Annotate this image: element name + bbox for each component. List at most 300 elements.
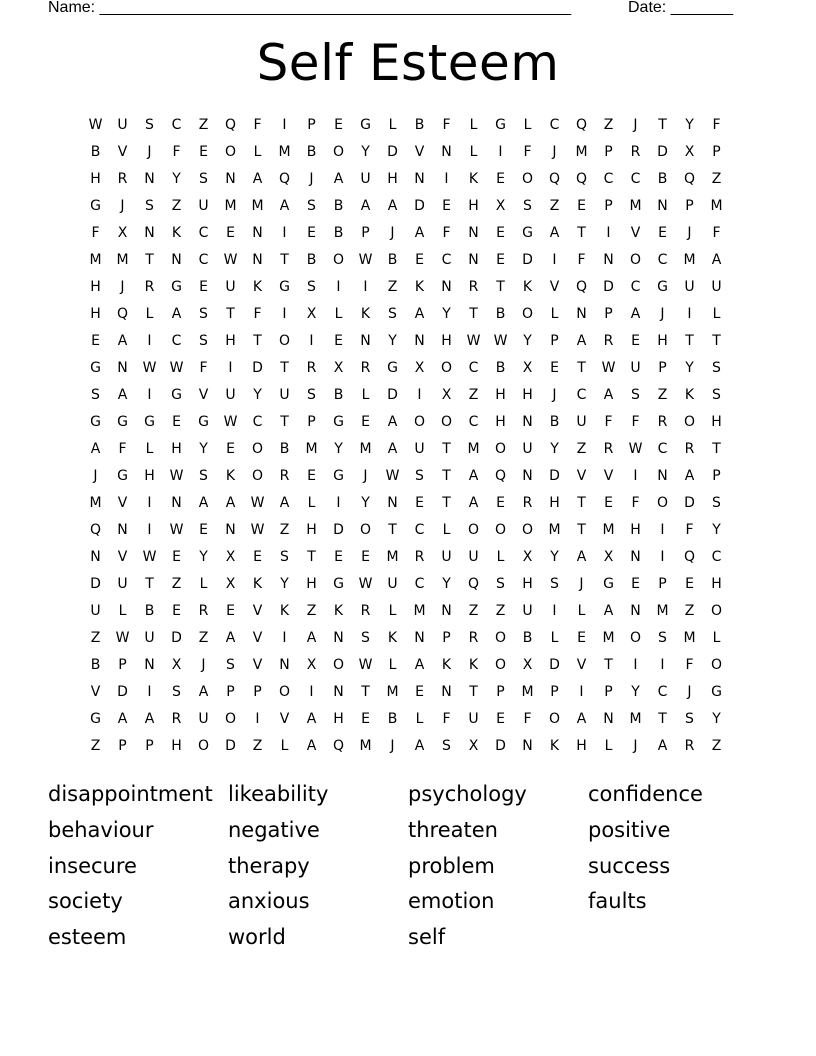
grid-cell[interactable]: P xyxy=(658,359,667,376)
grid-cell[interactable]: N xyxy=(441,143,452,160)
grid-cell[interactable]: M xyxy=(683,629,696,646)
grid-cell[interactable]: C xyxy=(576,386,587,403)
grid-cell[interactable]: W xyxy=(88,116,103,133)
grid-cell[interactable]: R xyxy=(306,359,317,376)
grid-cell[interactable]: I xyxy=(606,224,611,241)
grid-cell[interactable]: U xyxy=(414,440,425,457)
grid-cell[interactable]: P xyxy=(496,683,505,700)
grid-cell[interactable]: Q xyxy=(683,170,696,187)
grid-cell[interactable]: B xyxy=(414,116,425,133)
grid-cell[interactable]: N xyxy=(387,494,398,511)
grid-cell[interactable]: Y xyxy=(550,440,559,457)
grid-cell[interactable]: T xyxy=(280,413,289,430)
grid-cell[interactable]: Y xyxy=(253,386,262,403)
grid-cell[interactable]: T xyxy=(469,305,478,322)
grid-cell[interactable]: J xyxy=(201,656,206,673)
grid-cell[interactable]: H xyxy=(171,737,182,754)
grid-cell[interactable]: B xyxy=(495,359,506,376)
grid-cell[interactable]: T xyxy=(577,521,586,538)
grid-cell[interactable]: R xyxy=(360,359,371,376)
grid-cell[interactable]: A xyxy=(576,548,587,565)
grid-cell[interactable]: Z xyxy=(576,440,587,457)
grid-cell[interactable]: D xyxy=(333,521,344,538)
grid-cell[interactable]: X xyxy=(684,143,695,160)
grid-cell[interactable]: R xyxy=(198,602,209,619)
grid-cell[interactable]: A xyxy=(387,413,398,430)
grid-cell[interactable]: T xyxy=(658,116,667,133)
grid-cell[interactable]: L xyxy=(334,305,343,322)
grid-cell[interactable]: I xyxy=(147,521,152,538)
grid-cell[interactable]: W xyxy=(169,359,184,376)
grid-cell[interactable]: F xyxy=(118,440,127,457)
grid-cell[interactable]: B xyxy=(333,386,344,403)
grid-cell[interactable]: E xyxy=(415,251,424,268)
grid-cell[interactable]: S xyxy=(388,305,397,322)
grid-cell[interactable]: S xyxy=(523,197,532,214)
grid-cell[interactable]: M xyxy=(467,440,480,457)
grid-cell[interactable]: Y xyxy=(442,305,451,322)
grid-cell[interactable]: N xyxy=(360,332,371,349)
grid-cell[interactable]: E xyxy=(496,224,505,241)
grid-cell[interactable]: S xyxy=(712,386,721,403)
grid-cell[interactable]: O xyxy=(683,413,696,430)
grid-cell[interactable]: F xyxy=(523,710,532,727)
grid-cell[interactable]: N xyxy=(522,467,533,484)
grid-cell[interactable]: M xyxy=(521,683,534,700)
grid-cell[interactable]: U xyxy=(711,278,722,295)
grid-cell[interactable]: Q xyxy=(332,737,345,754)
grid-cell[interactable]: K xyxy=(360,305,371,322)
grid-cell[interactable]: O xyxy=(494,521,507,538)
grid-cell[interactable]: W xyxy=(142,359,157,376)
grid-cell[interactable]: E xyxy=(442,197,451,214)
grid-cell[interactable]: F xyxy=(631,413,640,430)
grid-cell[interactable]: N xyxy=(441,602,452,619)
grid-cell[interactable]: Y xyxy=(334,440,343,457)
grid-cell[interactable]: R xyxy=(468,629,479,646)
grid-cell[interactable]: Z xyxy=(711,170,722,187)
grid-cell[interactable]: L xyxy=(550,305,559,322)
grid-cell[interactable]: S xyxy=(442,737,451,754)
grid-cell[interactable]: Q xyxy=(575,170,588,187)
grid-cell[interactable]: I xyxy=(687,305,692,322)
grid-cell[interactable]: H xyxy=(468,197,479,214)
grid-cell[interactable]: Y xyxy=(199,548,208,565)
grid-cell[interactable]: G xyxy=(171,278,182,295)
grid-cell[interactable]: K xyxy=(549,737,560,754)
grid-cell[interactable]: D xyxy=(90,575,101,592)
grid-cell[interactable]: R xyxy=(279,467,290,484)
grid-cell[interactable]: K xyxy=(171,224,182,241)
grid-cell[interactable]: O xyxy=(467,521,480,538)
grid-cell[interactable]: E xyxy=(496,494,505,511)
grid-cell[interactable]: K xyxy=(252,278,263,295)
grid-cell[interactable]: A xyxy=(657,737,668,754)
grid-cell[interactable]: A xyxy=(225,629,236,646)
grid-cell[interactable]: S xyxy=(280,548,289,565)
grid-cell[interactable]: J xyxy=(579,575,584,592)
grid-cell[interactable]: O xyxy=(494,656,507,673)
grid-cell[interactable]: T xyxy=(226,305,235,322)
grid-cell[interactable]: O xyxy=(548,710,561,727)
grid-cell[interactable]: A xyxy=(333,170,344,187)
grid-cell[interactable]: X xyxy=(414,359,425,376)
grid-cell[interactable]: S xyxy=(145,116,154,133)
grid-cell[interactable]: B xyxy=(144,602,155,619)
grid-cell[interactable]: V xyxy=(576,467,587,484)
grid-cell[interactable]: A xyxy=(468,467,479,484)
grid-cell[interactable]: L xyxy=(442,521,451,538)
grid-cell[interactable]: E xyxy=(496,251,505,268)
grid-cell[interactable]: A xyxy=(117,332,128,349)
grid-cell[interactable]: C xyxy=(468,413,479,430)
grid-cell[interactable]: M xyxy=(224,197,237,214)
grid-cell[interactable]: Q xyxy=(278,170,291,187)
grid-cell[interactable]: V xyxy=(90,683,101,700)
grid-cell[interactable]: U xyxy=(576,413,587,430)
grid-cell[interactable]: F xyxy=(199,359,208,376)
grid-cell[interactable]: Y xyxy=(685,116,694,133)
grid-cell[interactable]: A xyxy=(387,440,398,457)
grid-cell[interactable]: H xyxy=(387,170,398,187)
grid-cell[interactable]: K xyxy=(522,278,533,295)
grid-cell[interactable]: Y xyxy=(523,332,532,349)
grid-cell[interactable]: N xyxy=(576,305,587,322)
grid-cell[interactable]: H xyxy=(576,737,587,754)
grid-cell[interactable]: S xyxy=(631,386,640,403)
grid-cell[interactable]: D xyxy=(549,656,560,673)
grid-cell[interactable]: H xyxy=(225,332,236,349)
grid-cell[interactable]: F xyxy=(631,494,640,511)
grid-cell[interactable]: T xyxy=(280,359,289,376)
grid-cell[interactable]: A xyxy=(90,440,101,457)
grid-cell[interactable]: R xyxy=(522,494,533,511)
grid-cell[interactable]: G xyxy=(360,116,371,133)
grid-cell[interactable]: M xyxy=(629,197,642,214)
grid-cell[interactable]: G xyxy=(522,224,533,241)
grid-cell[interactable]: Z xyxy=(306,602,317,619)
grid-cell[interactable]: N xyxy=(90,548,101,565)
grid-cell[interactable]: I xyxy=(147,494,152,511)
grid-cell[interactable]: E xyxy=(631,575,640,592)
grid-cell[interactable]: T xyxy=(577,359,586,376)
grid-cell[interactable]: J xyxy=(552,386,557,403)
grid-cell[interactable]: N xyxy=(414,332,425,349)
grid-cell[interactable]: H xyxy=(522,386,533,403)
grid-cell[interactable]: J xyxy=(633,116,638,133)
grid-cell[interactable]: E xyxy=(91,332,100,349)
grid-cell[interactable]: N xyxy=(468,251,479,268)
grid-cell[interactable]: S xyxy=(199,467,208,484)
grid-cell[interactable]: I xyxy=(633,656,638,673)
grid-cell[interactable]: U xyxy=(522,602,533,619)
grid-cell[interactable]: P xyxy=(604,305,613,322)
grid-cell[interactable]: C xyxy=(657,440,668,457)
grid-cell[interactable]: K xyxy=(252,575,263,592)
grid-cell[interactable]: N xyxy=(414,629,425,646)
grid-cell[interactable]: Y xyxy=(712,521,721,538)
grid-cell[interactable]: I xyxy=(282,629,287,646)
grid-cell[interactable]: R xyxy=(657,413,668,430)
grid-cell[interactable]: H xyxy=(657,332,668,349)
grid-cell[interactable]: Y xyxy=(685,359,694,376)
grid-cell[interactable]: O xyxy=(710,602,723,619)
grid-cell[interactable]: U xyxy=(468,710,479,727)
grid-cell[interactable]: L xyxy=(469,143,478,160)
grid-cell[interactable]: K xyxy=(468,170,479,187)
grid-cell[interactable]: E xyxy=(361,413,370,430)
grid-cell[interactable]: E xyxy=(685,575,694,592)
grid-cell[interactable]: H xyxy=(306,575,317,592)
grid-cell[interactable]: G xyxy=(144,413,155,430)
grid-cell[interactable]: E xyxy=(604,494,613,511)
grid-cell[interactable]: L xyxy=(388,602,397,619)
grid-cell[interactable]: U xyxy=(198,710,209,727)
grid-cell[interactable]: A xyxy=(414,224,425,241)
grid-cell[interactable]: J xyxy=(120,197,125,214)
grid-cell[interactable]: Z xyxy=(603,116,614,133)
grid-cell[interactable]: O xyxy=(440,359,453,376)
grid-cell[interactable]: Z xyxy=(279,521,290,538)
grid-cell[interactable]: N xyxy=(225,170,236,187)
grid-cell[interactable]: P xyxy=(442,629,451,646)
grid-cell[interactable]: T xyxy=(496,278,505,295)
grid-cell[interactable]: L xyxy=(712,305,721,322)
grid-cell[interactable]: S xyxy=(550,575,559,592)
grid-cell[interactable]: T xyxy=(253,332,262,349)
grid-cell[interactable]: S xyxy=(415,467,424,484)
grid-cell[interactable]: A xyxy=(252,170,263,187)
grid-cell[interactable]: A xyxy=(414,656,425,673)
grid-cell[interactable]: E xyxy=(496,170,505,187)
grid-cell[interactable]: C xyxy=(468,359,479,376)
grid-cell[interactable]: Q xyxy=(548,170,561,187)
grid-cell[interactable]: M xyxy=(413,602,426,619)
grid-cell[interactable]: A xyxy=(576,710,587,727)
grid-cell[interactable]: N xyxy=(333,629,344,646)
grid-cell[interactable]: I xyxy=(579,683,584,700)
grid-cell[interactable]: N xyxy=(414,170,425,187)
grid-cell[interactable]: I xyxy=(147,386,152,403)
grid-cell[interactable]: I xyxy=(417,386,422,403)
grid-cell[interactable]: M xyxy=(251,197,264,214)
grid-cell[interactable]: U xyxy=(225,386,236,403)
grid-cell[interactable]: O xyxy=(332,143,345,160)
grid-cell[interactable]: F xyxy=(442,224,451,241)
grid-cell[interactable]: Y xyxy=(388,332,397,349)
grid-cell[interactable]: V xyxy=(414,143,425,160)
grid-cell[interactable]: G xyxy=(603,575,614,592)
grid-cell[interactable]: V xyxy=(198,386,209,403)
grid-cell[interactable]: R xyxy=(144,278,155,295)
grid-cell[interactable]: A xyxy=(603,386,614,403)
grid-cell[interactable]: O xyxy=(278,332,291,349)
grid-cell[interactable]: T xyxy=(145,251,154,268)
grid-cell[interactable]: N xyxy=(333,683,344,700)
grid-cell[interactable]: P xyxy=(118,737,127,754)
grid-cell[interactable]: I xyxy=(147,332,152,349)
grid-cell[interactable]: B xyxy=(90,143,101,160)
grid-cell[interactable]: N xyxy=(603,251,614,268)
grid-cell[interactable]: F xyxy=(604,413,613,430)
grid-cell[interactable]: Q xyxy=(467,575,480,592)
grid-cell[interactable]: G xyxy=(117,413,128,430)
grid-cell[interactable]: J xyxy=(660,305,665,322)
grid-cell[interactable]: E xyxy=(226,602,235,619)
grid-cell[interactable]: A xyxy=(468,494,479,511)
grid-cell[interactable]: T xyxy=(712,332,721,349)
grid-cell[interactable]: A xyxy=(306,629,317,646)
grid-cell[interactable]: J xyxy=(552,143,557,160)
grid-cell[interactable]: P xyxy=(307,116,316,133)
grid-cell[interactable]: V xyxy=(279,710,290,727)
grid-cell[interactable]: P xyxy=(712,467,721,484)
grid-cell[interactable]: O xyxy=(332,656,345,673)
grid-cell[interactable]: T xyxy=(442,440,451,457)
grid-cell[interactable]: U xyxy=(684,278,695,295)
grid-cell[interactable]: K xyxy=(441,656,452,673)
grid-cell[interactable]: G xyxy=(387,359,398,376)
grid-cell[interactable]: N xyxy=(252,251,263,268)
grid-cell[interactable]: N xyxy=(171,251,182,268)
grid-cell[interactable]: A xyxy=(387,197,398,214)
grid-cell[interactable]: E xyxy=(307,467,316,484)
grid-cell[interactable]: M xyxy=(359,737,372,754)
grid-cell[interactable]: B xyxy=(279,440,290,457)
grid-cell[interactable]: D xyxy=(522,251,533,268)
grid-cell[interactable]: H xyxy=(306,521,317,538)
grid-cell[interactable]: P xyxy=(550,683,559,700)
grid-cell[interactable]: I xyxy=(309,683,314,700)
grid-cell[interactable]: S xyxy=(199,305,208,322)
grid-cell[interactable]: D xyxy=(387,386,398,403)
grid-cell[interactable]: H xyxy=(711,413,722,430)
grid-cell[interactable]: U xyxy=(90,602,101,619)
grid-cell[interactable]: N xyxy=(630,602,641,619)
grid-cell[interactable]: M xyxy=(683,251,696,268)
grid-cell[interactable]: D xyxy=(171,629,182,646)
grid-cell[interactable]: I xyxy=(282,224,287,241)
grid-cell[interactable]: Q xyxy=(683,548,696,565)
grid-cell[interactable]: L xyxy=(199,575,208,592)
grid-cell[interactable]: I xyxy=(255,710,260,727)
grid-cell[interactable]: A xyxy=(414,305,425,322)
grid-cell[interactable]: G xyxy=(333,413,344,430)
grid-cell[interactable]: Z xyxy=(711,737,722,754)
grid-cell[interactable]: W xyxy=(628,440,643,457)
grid-cell[interactable]: Z xyxy=(171,197,182,214)
grid-cell[interactable]: E xyxy=(415,683,424,700)
grid-cell[interactable]: J xyxy=(390,737,395,754)
grid-cell[interactable]: K xyxy=(468,656,479,673)
grid-cell[interactable]: N xyxy=(441,683,452,700)
grid-cell[interactable]: E xyxy=(361,548,370,565)
grid-cell[interactable]: H xyxy=(522,575,533,592)
grid-cell[interactable]: T xyxy=(712,440,721,457)
grid-cell[interactable]: L xyxy=(388,116,397,133)
grid-cell[interactable]: X xyxy=(225,575,236,592)
grid-cell[interactable]: W xyxy=(250,521,265,538)
grid-cell[interactable]: A xyxy=(198,683,209,700)
grid-cell[interactable]: O xyxy=(332,251,345,268)
grid-cell[interactable]: E xyxy=(577,629,586,646)
grid-cell[interactable]: E xyxy=(334,332,343,349)
grid-cell[interactable]: T xyxy=(658,710,667,727)
grid-cell[interactable]: T xyxy=(307,548,316,565)
grid-cell[interactable]: V xyxy=(117,494,128,511)
grid-cell[interactable]: H xyxy=(90,170,101,187)
grid-cell[interactable]: J xyxy=(633,737,638,754)
grid-cell[interactable]: C xyxy=(603,170,614,187)
grid-cell[interactable]: Z xyxy=(387,278,398,295)
grid-cell[interactable]: X xyxy=(225,548,236,565)
grid-cell[interactable]: E xyxy=(550,359,559,376)
grid-cell[interactable]: V xyxy=(549,278,560,295)
grid-cell[interactable]: T xyxy=(604,656,613,673)
grid-cell[interactable]: N xyxy=(522,413,533,430)
grid-cell[interactable]: J xyxy=(363,467,368,484)
grid-cell[interactable]: N xyxy=(252,224,263,241)
grid-cell[interactable]: S xyxy=(226,656,235,673)
grid-cell[interactable]: L xyxy=(361,386,370,403)
grid-cell[interactable]: J xyxy=(147,143,152,160)
grid-cell[interactable]: O xyxy=(521,521,534,538)
grid-cell[interactable]: U xyxy=(279,386,290,403)
grid-cell[interactable]: U xyxy=(441,548,452,565)
grid-cell[interactable]: B xyxy=(495,305,506,322)
grid-cell[interactable]: A xyxy=(279,494,290,511)
grid-cell[interactable]: E xyxy=(658,224,667,241)
grid-cell[interactable]: V xyxy=(576,656,587,673)
grid-cell[interactable]: X xyxy=(306,305,317,322)
grid-cell[interactable]: M xyxy=(386,683,399,700)
grid-cell[interactable]: W xyxy=(223,413,238,430)
grid-cell[interactable]: M xyxy=(656,602,669,619)
grid-cell[interactable]: I xyxy=(147,683,152,700)
grid-cell[interactable]: B xyxy=(657,170,668,187)
grid-cell[interactable]: C xyxy=(414,521,425,538)
grid-cell[interactable]: T xyxy=(685,332,694,349)
grid-cell[interactable]: M xyxy=(710,197,723,214)
grid-cell[interactable]: X xyxy=(306,656,317,673)
grid-cell[interactable]: A xyxy=(198,494,209,511)
grid-cell[interactable]: S xyxy=(361,629,370,646)
grid-cell[interactable]: M xyxy=(575,143,588,160)
grid-cell[interactable]: C xyxy=(414,575,425,592)
grid-cell[interactable]: D xyxy=(657,143,668,160)
grid-cell[interactable]: B xyxy=(306,251,317,268)
grid-cell[interactable]: L xyxy=(496,548,505,565)
grid-cell[interactable]: B xyxy=(387,251,398,268)
grid-cell[interactable]: O xyxy=(251,440,264,457)
grid-cell[interactable]: M xyxy=(89,251,102,268)
grid-cell[interactable]: H xyxy=(711,575,722,592)
grid-cell[interactable]: E xyxy=(631,332,640,349)
grid-cell[interactable]: I xyxy=(660,521,665,538)
grid-cell[interactable]: C xyxy=(198,224,209,241)
grid-cell[interactable]: A xyxy=(117,710,128,727)
grid-cell[interactable]: W xyxy=(358,575,373,592)
grid-cell[interactable]: T xyxy=(388,521,397,538)
grid-cell[interactable]: E xyxy=(172,602,181,619)
grid-cell[interactable]: T xyxy=(577,224,586,241)
grid-cell[interactable]: B xyxy=(90,656,101,673)
grid-cell[interactable]: I xyxy=(552,602,557,619)
grid-cell[interactable]: Q xyxy=(89,521,102,538)
grid-cell[interactable]: Z xyxy=(171,575,182,592)
grid-cell[interactable]: F xyxy=(442,116,451,133)
grid-cell[interactable]: A xyxy=(306,737,317,754)
